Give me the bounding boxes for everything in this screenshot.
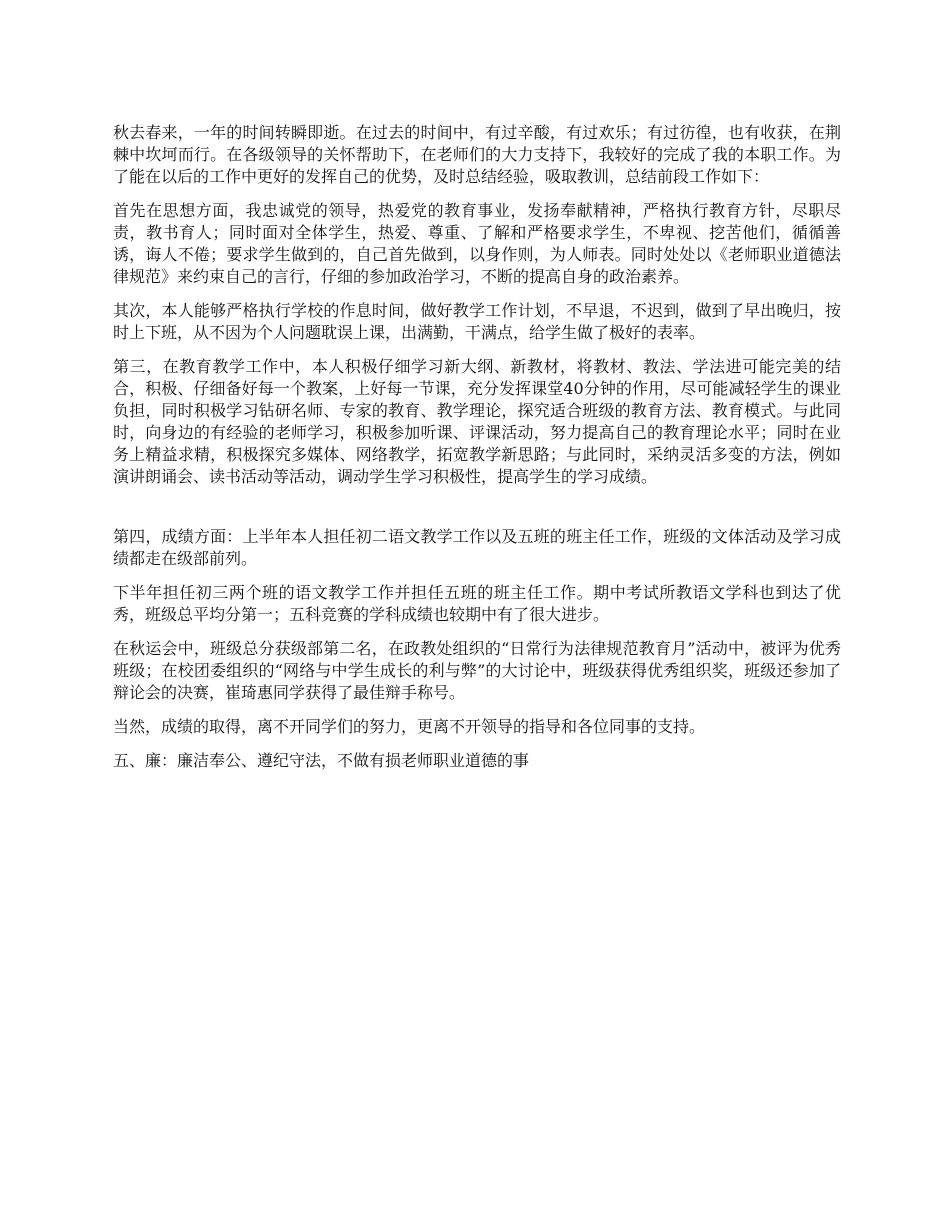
paragraph-ideology: 首先在思想方面，我忠诚党的领导，热爱党的教育事业，发扬奉献精神，严格执行教育方针，尽职尽责，教书育人；同时面对全体学生，热爱、尊重、了解和严格要求学生，不卑视、挖苦他们，循循善诱，诲人不倦；要求学生做到的，自己首先做到，以身作则，为人师表。同时处处以《老师职业道德法律规范》来约束自己的言行，仔细的参加政治学习，不断的提高自身的政治素养。 xyxy=(113,201,841,286)
paragraph-intro: 秋去春来，一年的时间转瞬即逝。在过去的时间中，有过辛酸，有过欢乐；有过彷徨，也有收获，在荆棘中坎坷而行。在各级领导的关怀帮助下，在老师们的大力支持下，我较好的完成了我的本职工作。为了能在以后的工作中更好的发挥自己的优势，及时总结经验，吸取教训，总结前段工作如下： xyxy=(113,123,841,186)
paragraph-second-half: 下半年担任初三两个班的语文教学工作并担任五班的班主任工作。期中考试所教语文学科也到达了优秀，班级总平均分第一；五科竞赛的学科成绩也较期中有了很大进步。 xyxy=(113,583,841,624)
paragraph-thanks: 当然，成绩的取得，离不开同学们的努力，更离不开领导的指导和各位同事的支持。 xyxy=(113,717,706,736)
paragraph-sports-meet: 在秋运会中，班级总分获级部第二名，在政教处组织的“日常行为法律规范教育月”活动中，被评为优秀班级；在校团委组织的“网络与中学生成长的利与弊”的大讨论中，班级获得优秀组织奖，班级还参加了辩论会的决赛，崔琦惠同学获得了最佳辩手称号。 xyxy=(113,639,841,702)
document-body xyxy=(113,122,841,784)
paragraph-achievements: 第四，成绩方面：上半年本人担任初二语文教学工作以及五班的班主任工作，班级的文体活动及学习成绩都走在级部前列。 xyxy=(113,527,841,568)
paragraph-integrity: 五、廉：廉洁奉公、遵纪守法，不做有损老师职业道德的事 xyxy=(113,751,530,770)
paragraph-discipline: 其次，本人能够严格执行学校的作息时间，做好教学工作计划，不早退，不迟到，做到了早出晚归，按时上下班，从不因为个人问题耽误上课，出满勤，干满点，给学生做了极好的表率。 xyxy=(113,301,841,342)
paragraph-teaching: 第三，在教育教学工作中，本人积极仔细学习新大纲、新教材，将教材、教法、学法进可能完美的结合，积极、仔细备好每一个教案，上好每一节课，充分发挥课堂40分钟的作用，尽可能减轻学生的课业负担，同时积极学习钻研名师、专家的教育、教学理论，探究适合班级的教育方法、教育模式。与此同时，向身边的有经验的老师学习，积极参加听课、评课活动，努力提高自己的教育理论水平；同时在业务上精益求精，积极探究多媒体、网络教学，拓宽教学新思路；与此同时，采纳灵活多变的方法，例如演讲朗诵会、读书活动等活动，调动学生学习积极性，提高学生的学习成绩。 xyxy=(113,357,841,486)
